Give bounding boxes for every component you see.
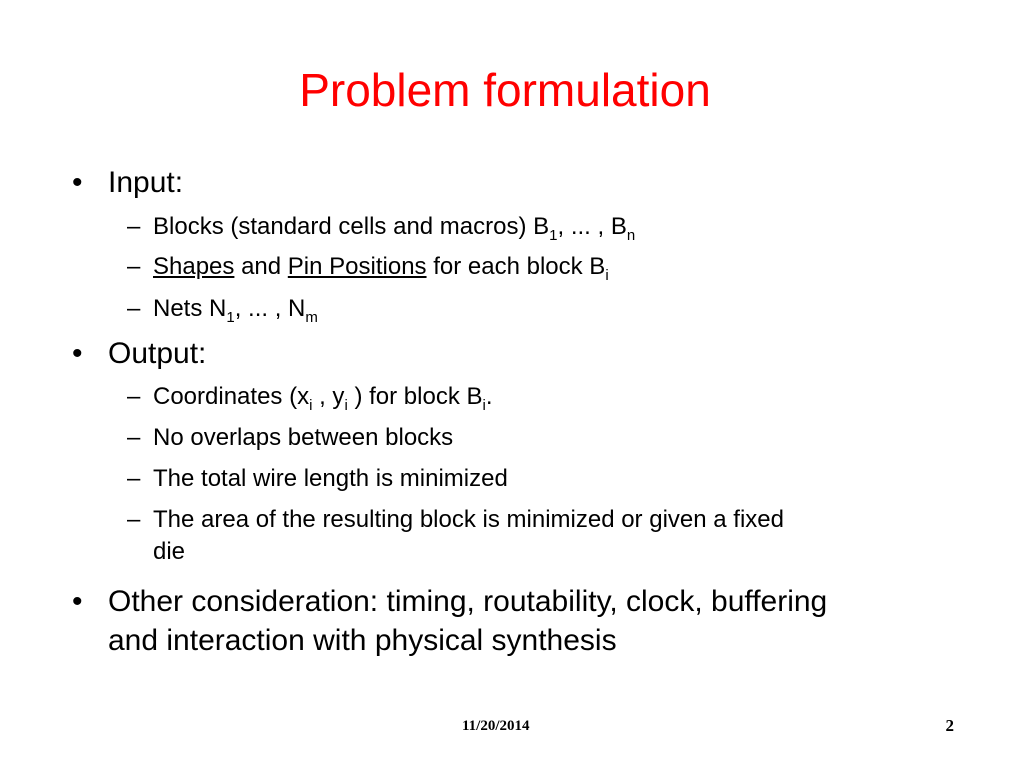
- other-text-line-2: and interaction with physical synthesis: [108, 624, 617, 657]
- dash-icon: –: [127, 213, 141, 240]
- bullet-icon: •: [72, 585, 83, 618]
- other-bullet: [72, 582, 828, 622]
- output-coords-item: [127, 382, 493, 415]
- blocks-sub-n: n: [626, 227, 636, 244]
- coords-sub-y: i: [344, 397, 348, 414]
- other-text-line-1: Other consideration: timing, routability, clock, buffering: [108, 585, 828, 618]
- input-nets-item: [127, 294, 318, 327]
- output-area-item: [127, 505, 784, 535]
- pin-positions-link[interactable]: Pin Positions: [287, 253, 427, 280]
- nets-sub-m: m: [305, 309, 318, 326]
- output-wirelength-item: [127, 464, 508, 494]
- nets-text: Nets N: [153, 295, 227, 322]
- shapes-link[interactable]: Shapes: [153, 253, 235, 280]
- output-bullet: [72, 334, 207, 374]
- blocks-text: Blocks (standard cells and macros) B: [153, 213, 550, 240]
- input-heading: Input:: [108, 166, 184, 199]
- bullet-icon: •: [72, 166, 83, 199]
- dash-icon: –: [127, 295, 141, 322]
- coords-sub-x: i: [309, 397, 313, 414]
- bullet-icon: •: [72, 337, 83, 370]
- coords-end: .: [485, 383, 493, 410]
- dash-icon: –: [127, 383, 141, 410]
- no-overlap-text: No overlaps between blocks: [153, 424, 454, 451]
- dash-icon: –: [127, 424, 141, 451]
- footer-date: 11/20/2014: [462, 718, 530, 734]
- slide-title: Problem formulation: [299, 64, 711, 116]
- input-blocks-item: [127, 212, 636, 245]
- coords-text: Coordinates (x: [153, 383, 310, 410]
- shapes-sub-i: i: [605, 267, 609, 284]
- output-heading: Output:: [108, 337, 207, 370]
- coords-sub-b: i: [482, 397, 486, 414]
- wire-length-text: The total wire length is minimized: [153, 465, 508, 492]
- coords-mid-2: ) for block B: [347, 383, 483, 410]
- output-area-item-continued: [153, 537, 185, 567]
- area-text-line-2: die: [153, 538, 186, 565]
- input-shapes-item: [127, 252, 609, 285]
- dash-icon: –: [127, 465, 141, 492]
- blocks-sub-1: 1: [549, 227, 558, 244]
- slide-number: 2: [945, 716, 954, 735]
- area-text-line-1: The area of the resulting block is minimized or given a fixed: [153, 506, 784, 533]
- coords-mid-1: , y: [312, 383, 345, 410]
- other-bullet-continued: [108, 621, 617, 661]
- nets-sub-1: 1: [226, 309, 235, 326]
- output-overlap-item: [127, 423, 454, 453]
- shapes-suffix: for each block B: [426, 253, 606, 280]
- input-bullet: [72, 163, 184, 203]
- dash-icon: –: [127, 506, 141, 533]
- nets-mid: , ... , N: [234, 295, 306, 322]
- blocks-mid: , ... , B: [557, 213, 627, 240]
- shapes-and: and: [234, 253, 288, 280]
- dash-icon: –: [127, 253, 141, 280]
